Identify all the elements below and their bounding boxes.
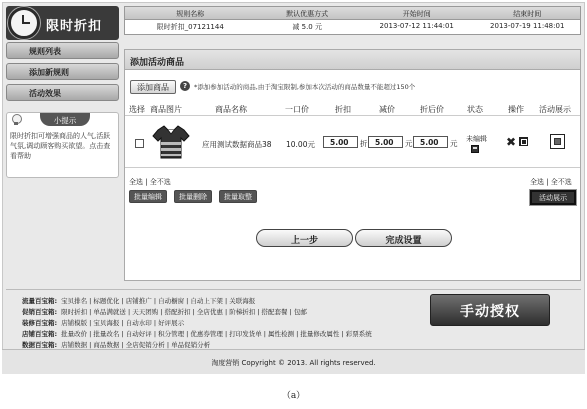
toolbox-label: 促销百宝箱:: [22, 308, 58, 316]
product-name[interactable]: 应用测试数据商品38: [202, 140, 272, 149]
image-icon[interactable]: [519, 137, 528, 146]
bulk-edit-button[interactable]: 批量编辑: [129, 190, 167, 203]
toolbox-links[interactable]: 限时折扣 | 单品满就送 | 天天团购 | 搭配折扣 | 全店优惠 | 阶梯折扣 | 搭配套餐 | 包邮: [61, 308, 307, 316]
reduce-input[interactable]: 5.00: [368, 136, 403, 148]
toolbox-line: [22, 340, 210, 349]
table-row: [125, 20, 580, 34]
app-title: 限时折扣: [46, 19, 103, 34]
activity-show-checkbox[interactable]: [550, 134, 565, 149]
figure-caption: （a）: [281, 391, 306, 401]
footer: 淘度营销 Copyright © 2013. All rights reserved.: [2, 349, 585, 374]
table-row: [125, 118, 580, 168]
col-final: 折后价: [420, 105, 444, 114]
sidebar-item-rules[interactable]: 规则列表: [6, 42, 119, 59]
toolbox-links[interactable]: 批量改价 | 批量改名 | 自动好评 | 积分管理 | 优惠券管理 | 打印发货单 | 属性检测 | 批量修改属性 | 彩票系统: [61, 330, 372, 338]
reduce-unit: 元: [405, 139, 413, 148]
toolbox-label: 流量百宝箱:: [22, 297, 58, 305]
toolbox-label: 装修百宝箱:: [22, 319, 58, 327]
activity-show-button[interactable]: 活动展示: [530, 190, 576, 205]
col-reduce: 减价: [379, 105, 395, 114]
rule-info-table: [124, 6, 581, 35]
product-table-header: [125, 102, 580, 116]
bulk-delete-button[interactable]: 批量删除: [174, 190, 212, 203]
end-time: 2013-07-19 11:48:01: [490, 22, 565, 30]
final-price-input[interactable]: 5.00: [413, 136, 448, 148]
toolbox-links[interactable]: 宝贝排名 | 标题优化 | 店铺推广 | 自动橱窗 | 自动上下架 | 关联海报: [61, 297, 256, 305]
toolbox-label: 店铺百宝箱:: [22, 330, 58, 338]
toolbox-links[interactable]: 店铺数据 | 商品数据 | 全店促销分析 | 单品促销分析: [61, 341, 211, 349]
sidebar-item-add-rule[interactable]: 添加新规则: [6, 63, 119, 80]
toolbox-line: [22, 318, 184, 327]
checkbox-icon: [554, 138, 561, 145]
discount-unit: 折: [360, 139, 368, 148]
col-image: 商品图片: [150, 105, 182, 114]
product-checkbox[interactable]: [135, 139, 144, 148]
tips-box: [6, 112, 119, 178]
panel-title: 添加活动商品: [125, 50, 580, 70]
header-start-time: 开始时间: [402, 10, 431, 18]
header-rule-name: 规则名称: [176, 10, 205, 18]
header-end-time: 结束时间: [513, 10, 542, 18]
col-discount: 折扣: [335, 105, 351, 114]
add-product-button[interactable]: 添加商品: [130, 80, 176, 94]
col-actions: 操作: [508, 105, 524, 114]
final-unit: 元: [450, 139, 458, 148]
col-show: 活动展示: [539, 105, 571, 114]
add-products-panel: [124, 49, 581, 281]
discount-input[interactable]: 5.00: [323, 136, 358, 148]
select-all-links-left[interactable]: 全选 | 全不选: [129, 178, 171, 186]
finish-setup-button[interactable]: 完成设置: [355, 229, 452, 247]
product-status: 未编辑: [466, 135, 487, 143]
toolbox-line: [22, 307, 307, 316]
default-offer: 减 5.0 元: [292, 23, 322, 31]
toolbox-label: 数据百宝箱:: [22, 341, 58, 349]
help-icon[interactable]: ?: [180, 81, 190, 91]
sidebar: [6, 42, 119, 105]
tips-title: 小提示: [40, 113, 90, 126]
prev-step-button[interactable]: 上一步: [256, 229, 353, 247]
product-price: 10.00元: [286, 140, 315, 149]
sidebar-item-effect[interactable]: 活动效果: [6, 84, 119, 101]
manual-auth-button[interactable]: 手动授权: [430, 294, 550, 326]
select-all-links-right[interactable]: 全选 | 全不选: [530, 178, 572, 186]
toolbox-links[interactable]: 店铺模版 | 宝贝海报 | 自动水印 | 好评展示: [61, 319, 185, 327]
add-tip-text: *添加参加活动的商品,由于淘宝限制,参加本次活动的商品数量不能超过150个: [194, 83, 416, 91]
col-name: 商品名称: [215, 105, 247, 114]
col-status: 状态: [467, 105, 483, 114]
delete-icon[interactable]: ✖: [506, 135, 517, 149]
save-icon[interactable]: [471, 145, 479, 153]
toolbox-line: [22, 329, 372, 338]
bulb-icon: [11, 114, 21, 126]
toolbox-line: [22, 296, 255, 305]
header-default-offer: 默认优惠方式: [286, 10, 329, 18]
tips-text[interactable]: 限时折扣可增强商品的人气,活跃气氛,调动顾客购买欲望。点击查看帮助: [10, 132, 111, 160]
col-select: 选择: [129, 105, 145, 114]
shirt-icon: [152, 124, 190, 160]
col-price: 一口价: [285, 105, 309, 114]
clock-icon: [8, 7, 40, 39]
app-header: [6, 6, 119, 40]
start-time: 2013-07-12 11:44:01: [379, 22, 454, 30]
rule-info-header: [125, 7, 580, 20]
rule-name: 限时折扣_07121144: [156, 23, 224, 31]
bulk-round-button[interactable]: 批量取整: [219, 190, 257, 203]
